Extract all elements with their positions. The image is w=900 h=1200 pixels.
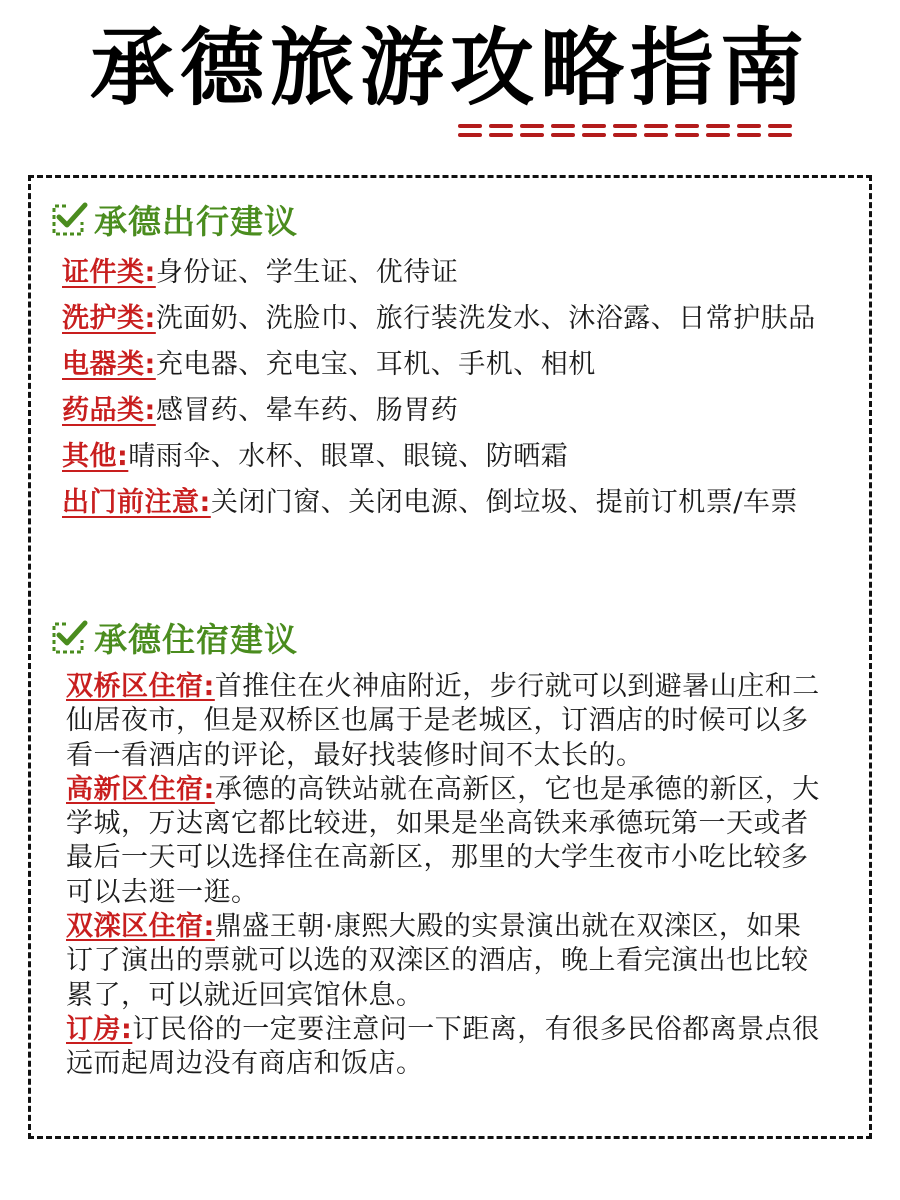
item-key: 证件类: <box>62 257 156 288</box>
item-value: 订民俗的一定要注意问一下距离，有很多民俗都离景点很远而起周边没有商店和饭店。 <box>66 1013 820 1080</box>
list-item <box>66 1013 826 1082</box>
page-title: 承德旅游攻略指南 <box>89 19 810 117</box>
divider-dash <box>644 124 668 137</box>
item-value: 承德的高铁站就在高新区，它也是承德的新区，大学城，万达离它都比较进，如果是坐高铁来承德玩第一天或者最后一天可以选择住在高新区，那里的大学生夜市小吃比较多可以去逛一逛。 <box>66 773 820 908</box>
section-title: 承德住宿建议 <box>94 619 298 659</box>
item-key: 出门前注意: <box>62 487 211 518</box>
list-item <box>66 773 826 910</box>
list-item <box>66 670 826 773</box>
stay-list <box>66 670 826 1082</box>
check-icon <box>50 200 88 238</box>
divider-dash <box>520 124 544 137</box>
section-heading-travel <box>50 197 298 241</box>
divider-dash <box>582 124 606 137</box>
item-key: 其他: <box>62 441 129 472</box>
item-value: 晴雨伞、水杯、眼罩、眼镜、防晒霜 <box>128 441 569 472</box>
item-value: 充电器、充电宝、耳机、手机、相机 <box>155 349 596 380</box>
list-item <box>62 480 842 526</box>
item-value: 身份证、学生证、优待证 <box>155 257 459 288</box>
list-item <box>62 296 842 342</box>
item-key: 药品类: <box>62 395 156 426</box>
item-key: 双滦区住宿: <box>66 911 215 943</box>
divider-dash <box>768 124 792 137</box>
item-key: 双桥区住宿: <box>66 671 215 702</box>
divider-dash <box>551 124 575 137</box>
item-value: 鼎盛王朝·康熙大殿的实景演出就在双滦区，如果订了演出的票就可以选的双滦区的酒店，晚上看完演出也比较累了，可以就近回宾馆休息。 <box>66 911 809 1011</box>
item-key: 订房: <box>66 1013 133 1045</box>
divider-dash <box>675 124 699 137</box>
divider-dash <box>706 124 730 137</box>
item-value: 首推住在火神庙附近，步行就可以到避暑山庄和二仙居夜市，但是双桥区也属于是老城区，订酒店的时候可以多看一看酒店的评论，最好找装修时间不太长的。 <box>66 671 820 771</box>
item-value: 洗面奶、洗脸巾、旅行装洗发水、沐浴露、日常护肤品 <box>155 303 816 334</box>
section-title: 承德出行建议 <box>94 201 298 241</box>
divider-dash <box>613 124 637 137</box>
item-key: 电器类: <box>62 349 156 380</box>
list-item <box>62 342 842 388</box>
section-heading-stay <box>50 615 298 659</box>
item-key: 洗护类: <box>62 303 156 334</box>
list-item <box>62 388 842 434</box>
travel-list <box>62 250 842 526</box>
list-item <box>62 250 842 296</box>
item-value: 感冒药、晕车药、肠胃药 <box>155 395 459 426</box>
list-item <box>62 434 842 480</box>
divider-dash <box>458 124 482 137</box>
divider-dash <box>489 124 513 137</box>
divider-dash <box>737 124 761 137</box>
list-item <box>66 910 826 1013</box>
title-decoration <box>458 124 792 137</box>
item-key: 高新区住宿: <box>66 773 215 805</box>
item-value: 关闭门窗、关闭电源、倒垃圾、提前订机票/车票 <box>210 487 798 518</box>
check-icon <box>50 618 88 656</box>
